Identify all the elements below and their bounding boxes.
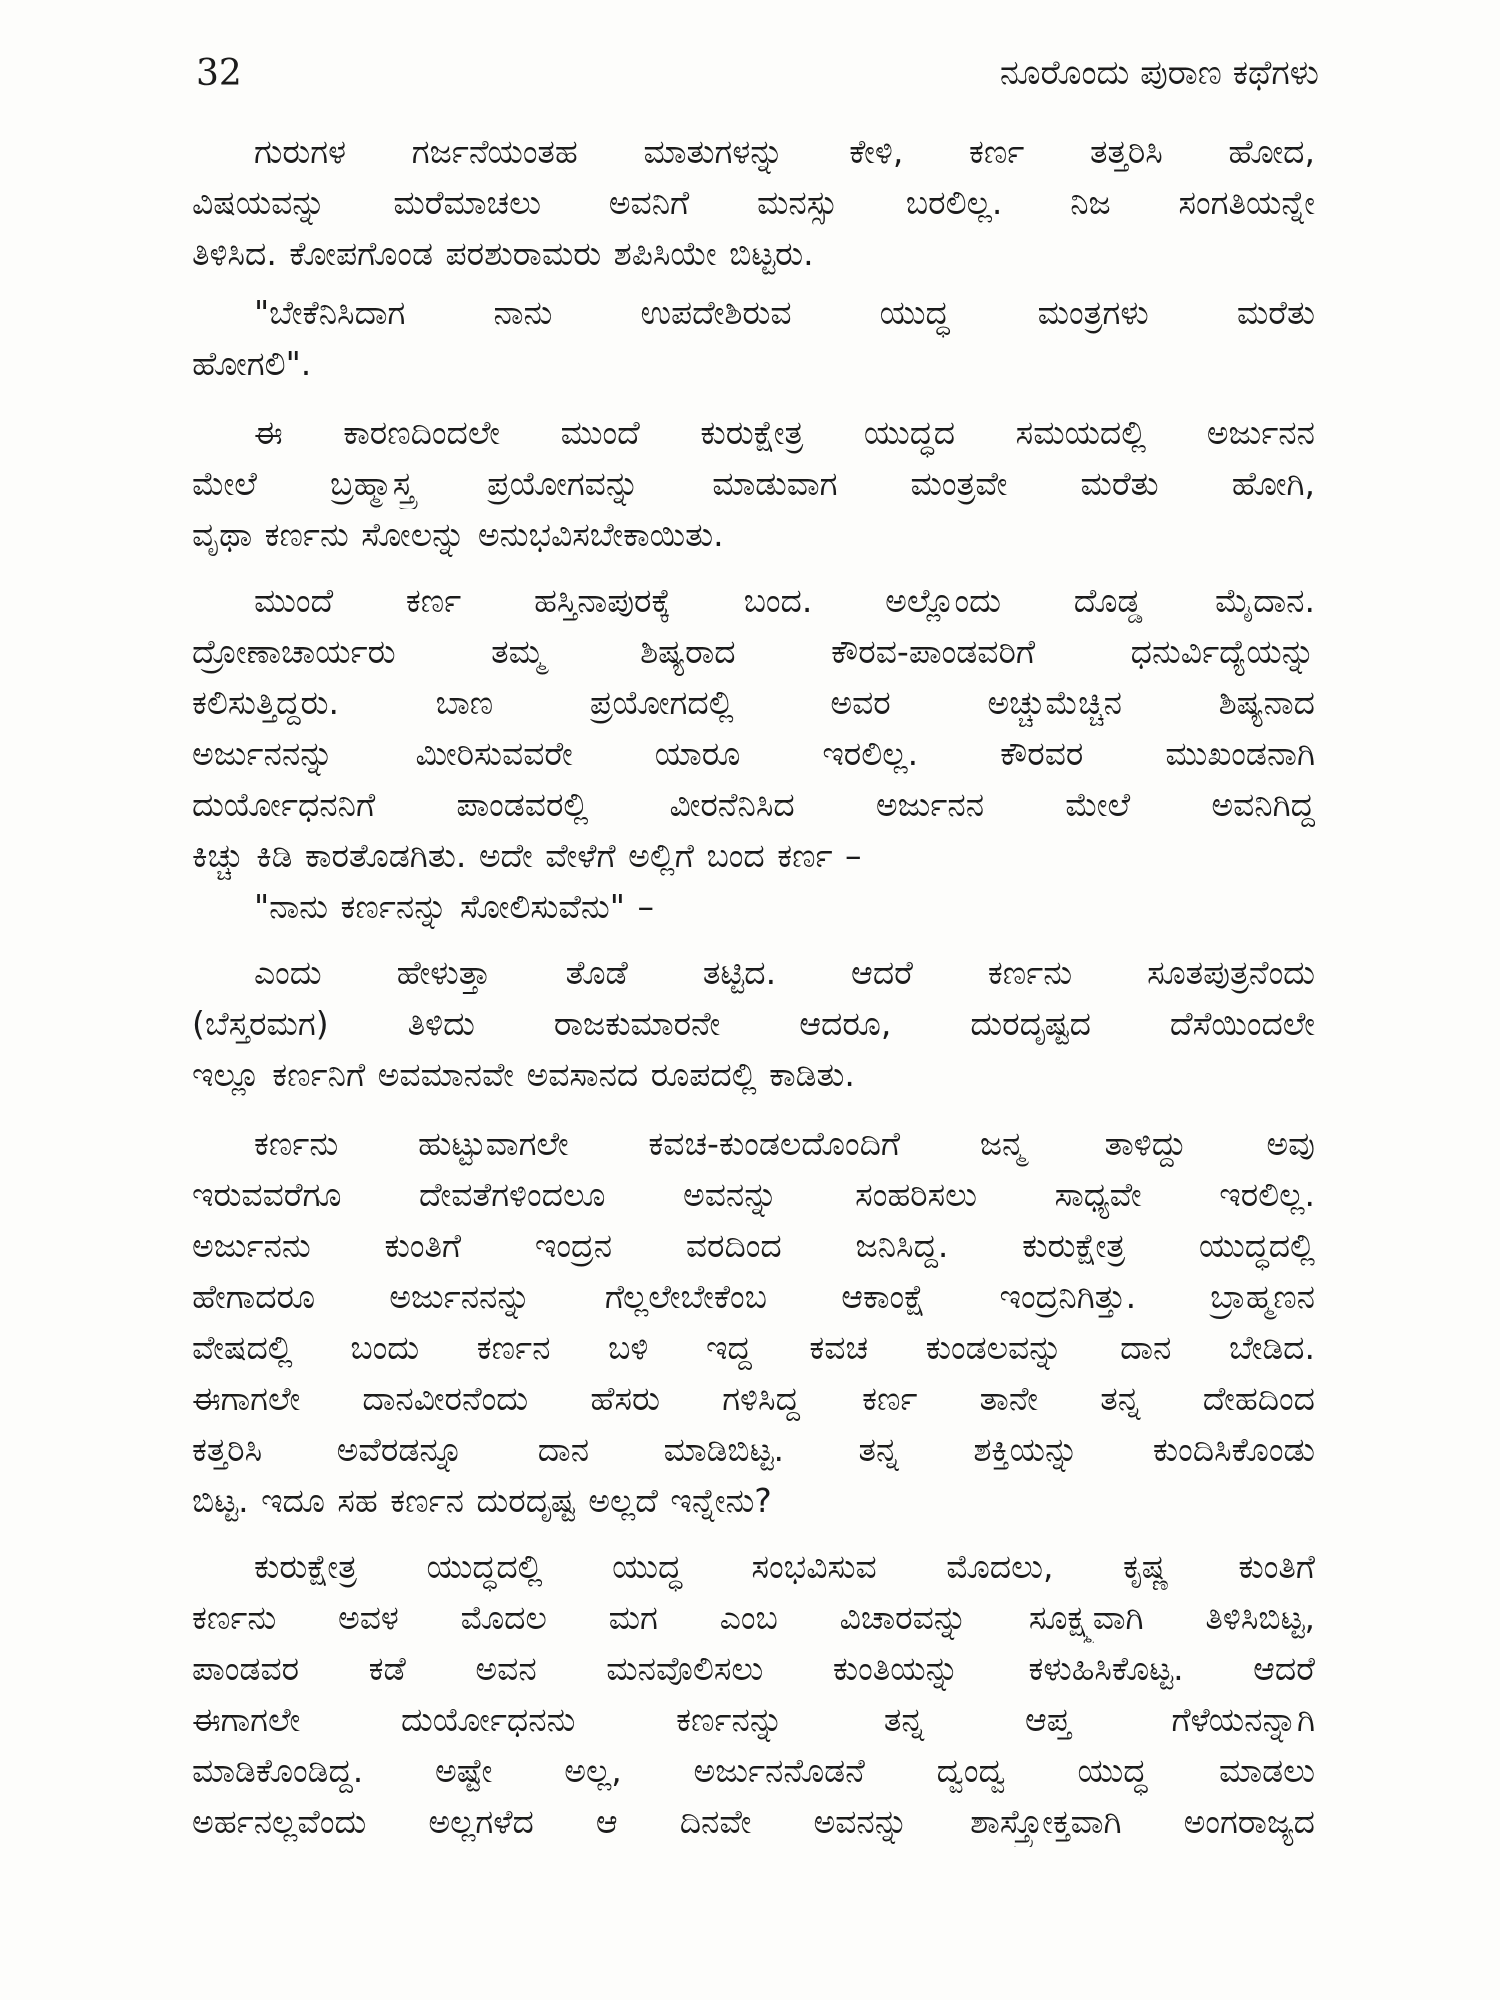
text-line: ಈಗಾಗಲೇ ದಾನವೀರನೆಂದು ಹೆಸರು ಗಳಿಸಿದ್ದ ಕರ್ಣ ತಾನೇ ತನ್ನ ದೇಹದಿಂದ: [192, 1379, 1315, 1418]
text-line: "ಬೇಕೆನಿಸಿದಾಗ ನಾನು ಉಪದೇಶಿರುವ ಯುದ್ಧ ಮಂತ್ರಗಳು ಮರೆತು: [254, 293, 1315, 332]
text-line: ವೃಥಾ ಕರ್ಣನು ಸೋಲನ್ನು ಅನುಭವಿಸಬೇಕಾಯಿತು.: [192, 515, 724, 554]
body-text: [192, 126, 1315, 1847]
text-line: ವಿಷಯವನ್ನು ಮರೆಮಾಚಲು ಅವನಿಗೆ ಮನಸ್ಸು ಬರಲಿಲ್ಲ. ನಿಜ ಸಂಗತಿಯನ್ನೇ: [192, 183, 1315, 222]
text-line: ಇಲ್ಲೂ ಕರ್ಣನಿಗೆ ಅವಮಾನವೇ ಅವಸಾನದ ರೂಪದಲ್ಲಿ ಕಾಡಿತು.: [192, 1055, 855, 1094]
text-line: ಮೇಲೆ ಬ್ರಹ್ಮಾಸ್ತ್ರ ಪ್ರಯೋಗವನ್ನು ಮಾಡುವಾಗ ಮಂತ್ರವೇ ಮರೆತು ಹೋಗಿ,: [192, 464, 1315, 503]
text-line: ಈ ಕಾರಣದಿಂದಲೇ ಮುಂದೆ ಕುರುಕ್ಷೇತ್ರ ಯುದ್ಧದ ಸಮಯದಲ್ಲಿ ಅರ್ಜುನನ: [254, 413, 1315, 452]
text-line: ಕಿಚ್ಚು ಕಿಡಿ ಕಾರತೊಡಗಿತು. ಅದೇ ವೇಳೆಗೆ ಅಲ್ಲಿಗೆ ಬಂದ ಕರ್ಣ –: [192, 836, 862, 875]
text-line: ಗುರುಗಳ ಗರ್ಜನೆಯಂತಹ ಮಾತುಗಳನ್ನು ಕೇಳಿ, ಕರ್ಣ ತತ್ತರಿಸಿ ಹೋದ,: [254, 132, 1315, 171]
text-line: ಹೇಗಾದರೂ ಅರ್ಜುನನನ್ನು ಗೆಲ್ಲಲೇಬೇಕೆಂಬ ಆಕಾಂಕ್ಷೆ ಇಂದ್ರನಿಗಿತ್ತು. ಬ್ರಾಹ್ಮಣನ: [192, 1277, 1315, 1316]
text-line: ವೇಷದಲ್ಲಿ ಬಂದು ಕರ್ಣನ ಬಳಿ ಇದ್ದ ಕವಚ ಕುಂಡಲವನ್ನು ದಾನ ಬೇಡಿದ.: [192, 1328, 1315, 1367]
text-line: ತಿಳಿಸಿದ. ಕೋಪಗೊಂಡ ಪರಶುರಾಮರು ಶಪಿಸಿಯೇ ಬಿಟ್ಟರು.: [192, 234, 814, 273]
text-line: ಈಗಾಗಲೇ ದುರ್ಯೋಧನನು ಕರ್ಣನನ್ನು ತನ್ನ ಆಪ್ತ ಗೆಳೆಯನನ್ನಾಗಿ: [192, 1700, 1315, 1739]
page-number: 32: [196, 52, 242, 94]
paragraph: [192, 126, 1315, 279]
text-line: ಕರ್ಣನು ಹುಟ್ಟುವಾಗಲೇ ಕವಚ-ಕುಂಡಲದೊಂದಿಗೆ ಜನ್ಮ ತಾಳಿದ್ದು ಅವು: [254, 1124, 1315, 1163]
text-line: ಇರುವವರೆಗೂ ದೇವತೆಗಳಿಂದಲೂ ಅವನನ್ನು ಸಂಹರಿಸಲು ಸಾಧ್ಯವೇ ಇರಲಿಲ್ಲ.: [192, 1175, 1315, 1214]
text-line: ಅರ್ಜುನನು ಕುಂತಿಗೆ ಇಂದ್ರನ ವರದಿಂದ ಜನಿಸಿದ್ದ. ಕುರುಕ್ಷೇತ್ರ ಯುದ್ಧದಲ್ಲಿ: [192, 1226, 1315, 1265]
text-line: ಪಾಂಡವರ ಕಡೆ ಅವನ ಮನವೊಲಿಸಲು ಕುಂತಿಯನ್ನು ಕಳುಹಿಸಿಕೊಟ್ಟ. ಆದರೆ: [192, 1649, 1315, 1688]
text-line: ಮಾಡಿಕೊಂಡಿದ್ದ. ಅಷ್ಟೇ ಅಲ್ಲ, ಅರ್ಜುನನೊಡನೆ ದ್ವಂದ್ವ ಯುದ್ಧ ಮಾಡಲು: [192, 1751, 1315, 1790]
book-title: ನೂರೊಂದು ಪುರಾಣ ಕಥೆಗಳು: [999, 53, 1319, 93]
text-line: ಅರ್ಹನಲ್ಲವೆಂದು ಅಲ್ಲಗಳೆದ ಆ ದಿನವೇ ಅವನನ್ನು ಶಾಸ್ತ್ರೋಕ್ತವಾಗಿ ಅಂಗರಾಜ್ಯದ: [192, 1802, 1315, 1841]
running-header: [196, 48, 1319, 98]
text-line: ದುರ್ಯೋಧನನಿಗೆ ಪಾಂಡವರಲ್ಲಿ ವೀರನೆನಿಸಿದ ಅರ್ಜುನನ ಮೇಲೆ ಅವನಿಗಿದ್ದ: [192, 785, 1315, 824]
text-line: (ಬೆಸ್ತರಮಗ) ತಿಳಿದು ರಾಜಕುಮಾರನೇ ಆದರೂ, ದುರದೃಷ್ಟದ ದೆಸೆಯಿಂದಲೇ: [192, 1004, 1315, 1043]
text-line: ಹೋಗಲಿ".: [192, 344, 312, 383]
paragraph: [192, 575, 1315, 881]
text-line: ಎಂದು ಹೇಳುತ್ತಾ ತೊಡೆ ತಟ್ಟಿದ. ಆದರೆ ಕರ್ಣನು ಸೂತಪುತ್ರನೆಂದು: [254, 953, 1315, 992]
text-line: ಕತ್ತರಿಸಿ ಅವೆರಡನ್ನೂ ದಾನ ಮಾಡಿಬಿಟ್ಟ. ತನ್ನ ಶಕ್ತಿಯನ್ನು ಕುಂದಿಸಿಕೊಂಡು: [192, 1430, 1315, 1469]
paragraph: [192, 1118, 1315, 1526]
text-line: "ನಾನು ಕರ್ಣನನ್ನು ಸೋಲಿಸುವೆನು" –: [254, 887, 654, 926]
text-line: ಮುಂದೆ ಕರ್ಣ ಹಸ್ತಿನಾಪುರಕ್ಕೆ ಬಂದ. ಅಲ್ಲೊಂದು ದೊಡ್ಡ ಮೈದಾನ.: [254, 581, 1315, 620]
paragraph: [192, 881, 1315, 932]
text-line: ಕರ್ಣನು ಅವಳ ಮೊದಲ ಮಗ ಎಂಬ ವಿಚಾರವನ್ನು ಸೂಕ್ಷ್ಮವಾಗಿ ತಿಳಿಸಿಬಿಟ್ಟ,: [192, 1598, 1315, 1637]
paragraph: [192, 1541, 1315, 1847]
text-line: ಕುರುಕ್ಷೇತ್ರ ಯುದ್ಧದಲ್ಲಿ ಯುದ್ಧ ಸಂಭವಿಸುವ ಮೊದಲು, ಕೃಷ್ಣ ಕುಂತಿಗೆ: [254, 1547, 1315, 1586]
paragraph: [192, 947, 1315, 1100]
text-line: ದ್ರೋಣಾಚಾರ್ಯರು ತಮ್ಮ ಶಿಷ್ಯರಾದ ಕೌರವ-ಪಾಂಡವರಿಗೆ ಧನುರ್ವಿದ್ಯೆಯನ್ನು: [192, 632, 1315, 671]
text-line: ಅರ್ಜುನನನ್ನು ಮೀರಿಸುವವರೇ ಯಾರೂ ಇರಲಿಲ್ಲ. ಕೌರವರ ಮುಖಂಡನಾಗಿ: [192, 734, 1315, 773]
paragraph: [192, 287, 1315, 389]
text-line: ಕಲಿಸುತ್ತಿದ್ದರು. ಬಾಣ ಪ್ರಯೋಗದಲ್ಲಿ ಅವರ ಅಚ್ಚುಮೆಚ್ಚಿನ ಶಿಷ್ಯನಾದ: [192, 683, 1315, 722]
text-line: ಬಿಟ್ಟ. ಇದೂ ಸಹ ಕರ್ಣನ ದುರದೃಷ್ಟ ಅಲ್ಲದೆ ಇನ್ನೇನು?: [192, 1481, 772, 1520]
paragraph: [192, 407, 1315, 560]
